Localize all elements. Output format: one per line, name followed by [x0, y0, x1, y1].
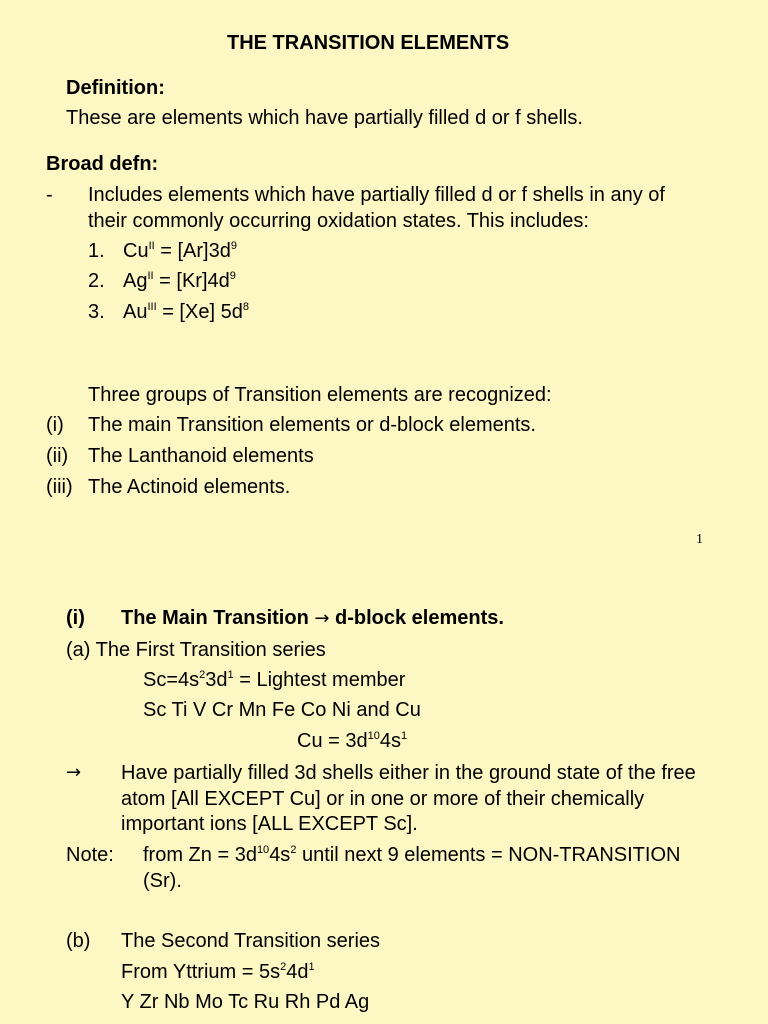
oxidation-state: II — [148, 240, 155, 252]
arrow-point-line: Have partially filled 3d shells either in the ground state of the free — [121, 762, 696, 784]
example-number: 3. — [88, 301, 105, 323]
groups-intro: Three groups of Transition elements are recognized: — [88, 384, 552, 406]
second-series-label: The Second Transition series — [121, 930, 381, 952]
group-text: The Actinoid elements. — [88, 476, 291, 498]
yttrium-config — [121, 960, 315, 984]
element-symbol: Au — [123, 301, 148, 323]
group-marker: (ii) — [46, 445, 69, 467]
orbital-count: 10 — [367, 730, 380, 742]
scandium-config — [143, 668, 405, 692]
group-text: The main Transition elements or d-block elements. — [88, 414, 536, 436]
orbital-count: 9 — [230, 240, 237, 252]
orbital-count: 8 — [242, 301, 249, 313]
broad-defn-line: Includes elements which have partially filled d or f shells in any of — [88, 184, 665, 206]
oxidation-state: II — [147, 270, 154, 282]
orbital-count: 1 — [308, 961, 315, 973]
electron-config: = [Ar]3d — [154, 240, 231, 262]
config-text: 4s — [379, 730, 401, 752]
section-heading — [66, 606, 504, 631]
group-marker: (iii) — [46, 476, 73, 498]
page-number: 1 — [696, 532, 703, 547]
note-content: 4s — [269, 844, 291, 866]
page-title: THE TRANSITION ELEMENTS — [227, 32, 510, 54]
orbital-count: 1 — [400, 730, 408, 742]
oxidation-state: III — [147, 301, 157, 313]
section-title: The Main Transition — [121, 607, 315, 629]
note-label: Note: — [66, 844, 114, 866]
electron-config: = [Kr]4d — [153, 270, 230, 292]
broad-dash: - — [46, 184, 53, 206]
note-text-line: (Sr). — [143, 870, 182, 892]
example-item — [88, 269, 236, 293]
arrow-point-line: important ions [ALL EXCEPT Sc]. — [121, 813, 418, 835]
example-item — [88, 300, 249, 324]
orbital-count: 1 — [227, 669, 234, 681]
copper-config — [297, 729, 407, 753]
broad-defn-line: their commonly occurring oxidation states. This includes: — [88, 210, 589, 232]
orbital-count: 2 — [199, 669, 206, 681]
orbital-count: 2 — [280, 961, 287, 973]
example-number: 2. — [88, 270, 105, 292]
config-text: From Yttrium = 5s — [121, 961, 281, 983]
config-text: 4d — [286, 961, 309, 983]
definition-text: These are elements which have partially filled d or f shells. — [66, 107, 583, 129]
note-content: from Zn = 3d — [143, 844, 257, 866]
right-arrow-icon: → — [314, 608, 330, 629]
config-text: = Lightest member — [233, 669, 406, 691]
broad-defn-heading: Broad defn: — [46, 153, 159, 175]
element-symbol: Ag — [123, 270, 148, 292]
arrow-point-line: atom [All EXCEPT Cu] or in one or more of their chemically — [121, 788, 645, 810]
note-text — [143, 843, 680, 867]
orbital-count: 9 — [229, 270, 236, 282]
example-number: 1. — [88, 240, 105, 262]
electron-config: = [Xe] 5d — [156, 301, 243, 323]
first-series-label: (a) The First Transition series — [66, 639, 326, 661]
group-marker: (i) — [46, 414, 64, 436]
config-text: Sc=4s — [143, 669, 200, 691]
group-text: The Lanthanoid elements — [88, 445, 314, 467]
orbital-count: 2 — [290, 844, 297, 856]
second-series-marker: (b) — [66, 930, 91, 952]
note-content: until next 9 elements = NON-TRANSITION — [296, 844, 681, 866]
example-item — [88, 239, 237, 263]
orbital-count: 10 — [256, 844, 270, 856]
second-series-elements: Y Zr Nb Mo Tc Ru Rh Pd Ag — [121, 991, 370, 1013]
right-arrow-icon: → — [66, 762, 82, 783]
definition-heading: Definition: — [66, 77, 165, 99]
element-symbol: Cu — [123, 240, 149, 262]
section-title: d-block elements. — [329, 607, 504, 629]
section-marker: (i) — [66, 607, 85, 629]
config-text: Cu = 3d — [297, 730, 368, 752]
config-text: 3d — [205, 669, 228, 691]
first-series-elements: Sc Ti V Cr Mn Fe Co Ni and Cu — [143, 699, 421, 721]
